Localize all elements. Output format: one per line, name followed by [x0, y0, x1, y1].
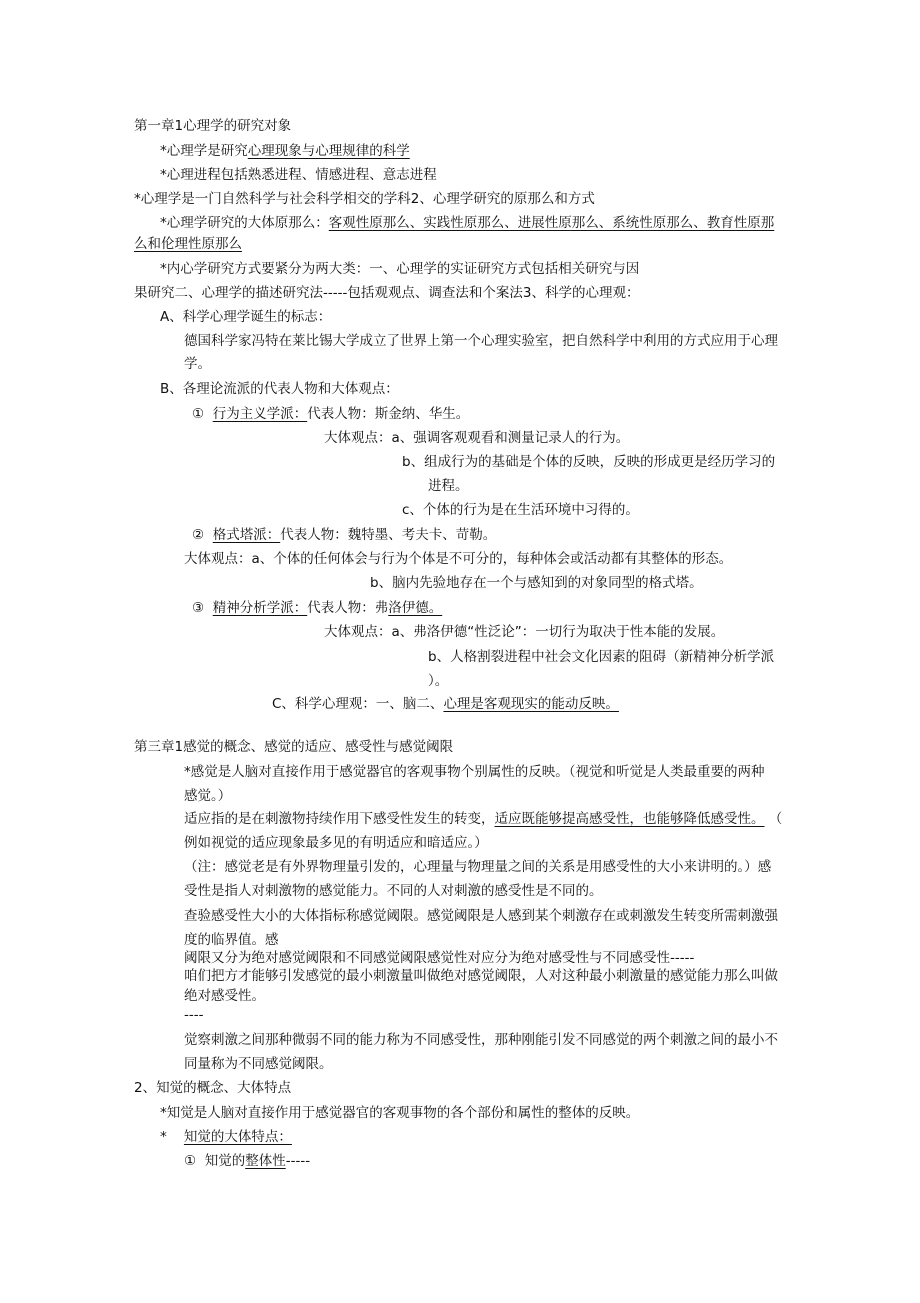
paragraph: *感觉是人脑对直接作用于感觉器官的客观事物个别属性的反映。（视觉和听觉是人类最重要的两种: [184, 764, 765, 780]
paragraph: *心理学是研究心理现象与心理规律的科学: [160, 143, 410, 159]
paragraph-continued: 受性是指人对刺激物的感觉能力。不同的人对刺激的感受性是不同的。: [184, 883, 603, 899]
viewpoint-b-continued: ）。: [428, 673, 449, 689]
paragraph: 适应指的是在刺激物持续作用下感受性发生的转变，适应既能够提高感受性，也能够降低感受性。 （: [184, 811, 783, 827]
paragraph: 查验感受性大小的大体指标称感觉阈限。感觉阈限是人感到某个刺激存在或刺激发生转变所需刺激强: [184, 908, 778, 924]
viewpoint-a: 大体观点：a、个体的任何体会与行为个体是不可分的，每种体会或活动都有其整体的形态。: [184, 551, 733, 567]
paragraph: （注：感觉老是有外界物理量引发的，心理量与物理量之间的关系是用感受性的大小来讲明的。）感: [184, 859, 772, 875]
paragraph: 阈限又分为绝对感觉阈限和不同感觉阈限感觉性对应分为绝对感受性与不同感受性-----: [184, 950, 695, 966]
list-item-psychoanalysis: ③ 精神分析学派：代表人物：弗洛伊德。: [192, 600, 443, 616]
section-2-heading: 2、知觉的概念、大体特点: [134, 1080, 292, 1096]
viewpoint-b-continued: 进程。: [428, 478, 469, 494]
list-item-integrity: ① 知觉的整体性-----: [184, 1153, 311, 1169]
paragraph: *心理进程包括熟悉进程、情感进程、意志进程: [160, 167, 437, 183]
viewpoint-a: 大体观点：a、强调客观观看和测量记录人的行为。: [324, 430, 630, 446]
features-heading: * 知觉的大体特点：: [160, 1129, 292, 1145]
paragraph-continued: 例如视觉的适应现象最多见的有明适应和暗适应。）: [184, 835, 488, 851]
list-item-behaviorism: ① 行为主义学派：代表人物：斯金纳、华生。: [192, 406, 470, 422]
chapter-1-title: 第一章1心理学的研究对象: [134, 118, 292, 134]
section-b-heading: B、各理论流派的代表人物和大体观点：: [160, 381, 399, 397]
viewpoint-c: c、个体的行为是在生活环境中习得的。: [402, 502, 639, 518]
paragraph: *心理学研究的大体原那么：客观性原那么、实践性原那么、进展性原那么、系统性原那么、教育性原那: [160, 215, 775, 231]
dash-line: ----: [184, 1007, 204, 1023]
list-item-gestalt: ② 格式塔派：代表人物：魏特墨、考夫卡、苛勒。: [192, 527, 497, 543]
viewpoint-b: b、人格割裂进程中社会文化因素的阻碍（新精神分析学派: [428, 649, 775, 665]
paragraph-continued: 度的临界值。感: [184, 932, 279, 948]
paragraph: 德国科学家冯特在莱比锡大学成立了世界上第一个心理实验室，把自然科学中利用的方式应用于心理: [184, 333, 778, 349]
viewpoint-a: 大体观点：a、弗洛伊德“性泛论”：一切行为取决于性本能的发展。: [324, 624, 725, 640]
paragraph-continued: 学。: [184, 356, 211, 372]
section-c: C、科学心理观：一、脑二、心理是客观现实的能动反映。: [272, 696, 619, 712]
section-a-heading: A、科学心理学诞生的标志：: [160, 309, 332, 325]
paragraph: 觉察刺激之间那种微弱不同的能力称为不同感受性，那种刚能引发不同感觉的两个刺激之间的最小不: [184, 1032, 778, 1048]
viewpoint-b: b、组成行为的基础是个体的反映，反映的形成更是经历学习的: [402, 454, 776, 470]
paragraph: 咱们把方才能够引发感觉的最小刺激量叫做绝对感觉阈限，人对这种最小刺激量的感觉能力那么叫做: [184, 968, 778, 984]
paragraph: *内心学研究方式要紧分为两大类：一、心理学的实证研究方式包括相关研究与因: [160, 261, 640, 277]
paragraph-continued: 感觉。）: [184, 788, 232, 804]
viewpoint-b: b、脑内先验地存在一个与感知到的对象同型的格式塔。: [370, 575, 703, 591]
paragraph: *心理学是一门自然科学与社会科学相交的学科2、心理学研究的原那么和方式: [134, 191, 595, 207]
paragraph-continued: 果研究二、心理学的描述研究法-----包括观观点、调查法和个案法3、科学的心理观：: [134, 285, 640, 301]
paragraph-continued: 同量称为不同感觉阈限。: [184, 1056, 333, 1072]
chapter-3-title: 第三章1感觉的概念、感觉的适应、感受性与感觉阈限: [134, 739, 454, 755]
paragraph: *知觉是人脑对直接作用于感觉器官的客观事物的各个部份和属性的整体的反映。: [160, 1105, 640, 1121]
paragraph-continued: 么和伦理性原那么: [134, 236, 242, 252]
paragraph-continued: 绝对感受性。: [184, 988, 265, 1004]
